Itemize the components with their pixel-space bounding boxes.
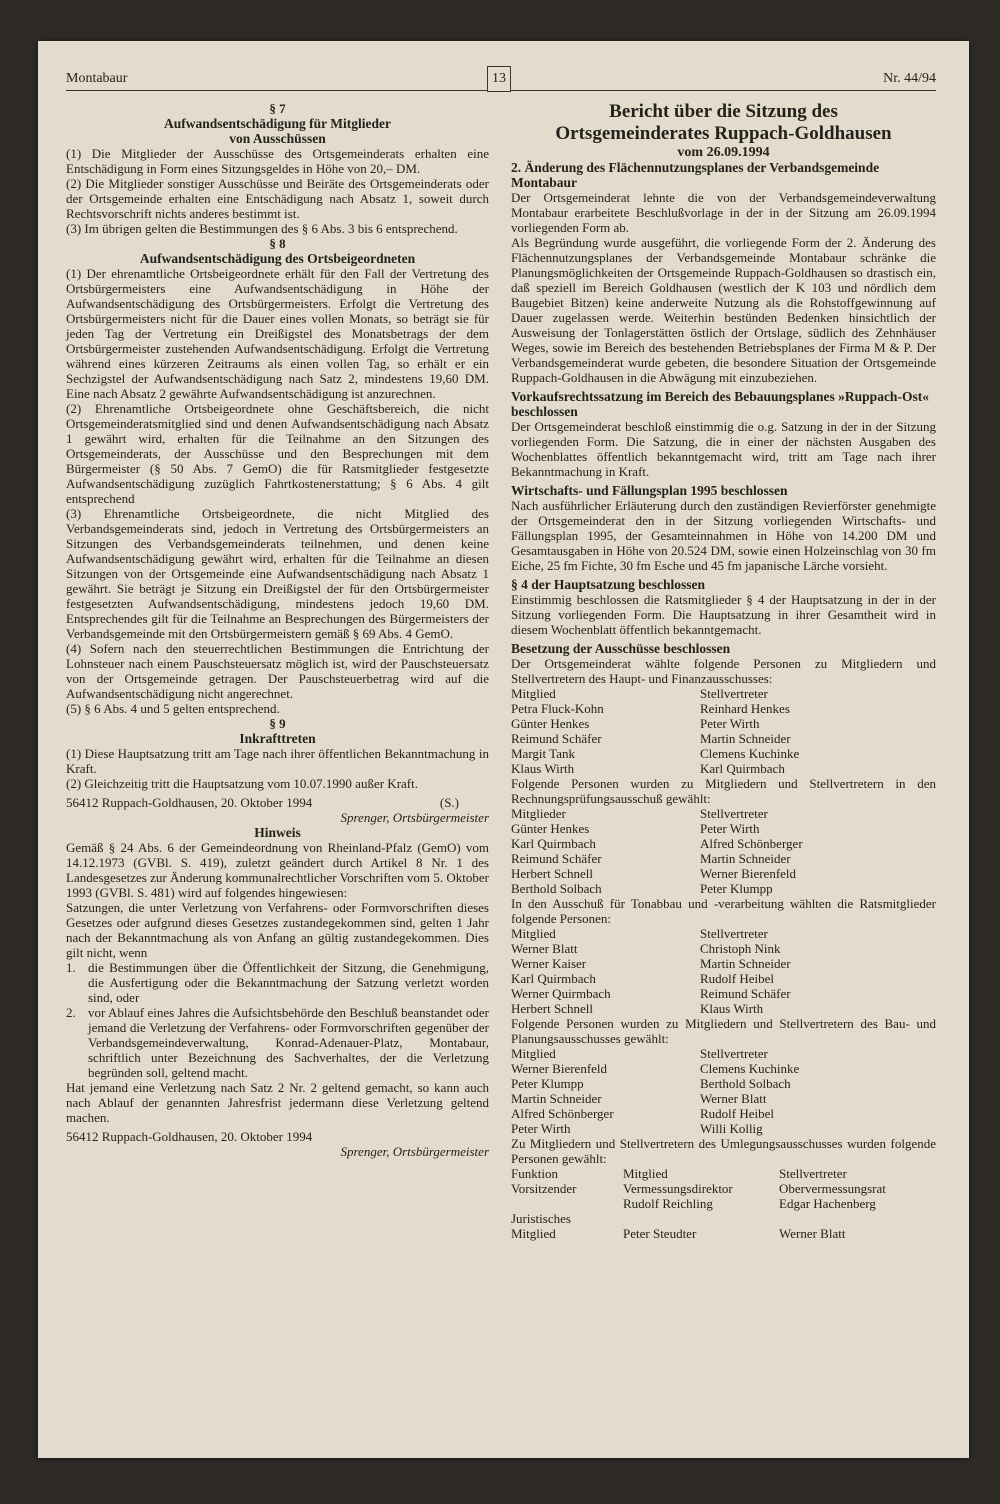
table-header-cell: Stellvertreter xyxy=(779,1166,847,1181)
table-cell: Peter Wirth xyxy=(700,821,760,836)
table-cell: Peter Wirth xyxy=(511,1121,571,1136)
paragraph: Satzungen, die unter Verletzung von Verfahrens- oder Formvorschriften dieses Gesetzes oder aufgrund dieses Gesetzes zustandegekommen sind, gelten 1 Jahr nach der Bekanntmachung als von Anfang an gültig zustandegekommen. Dies gilt nicht, wenn xyxy=(66,900,489,960)
paragraph: Folgende Personen wurden zu Mitgliedern und Stellvertretern in den Rechnungsprüfungsausschuß gewählt: xyxy=(511,776,936,806)
table-cell: Herbert Schnell xyxy=(511,1001,593,1016)
paragraph: Der Ortsgemeinderat beschloß einstimmig die o.g. Satzung in der in der Sitzung vorliegenden Form. Die Satzung, die in einer der nächsten Ausgaben des Wochenblattes öffentlich bekanntgemacht wird, tritt am Tage nach ihrer Bekanntmachung in Kraft. xyxy=(511,419,936,479)
signature-name: Sprenger, Ortsbürgermeister xyxy=(340,1144,489,1159)
table-header-cell: Stellvertreter xyxy=(700,926,768,941)
table-cell: Peter Klumpp xyxy=(700,881,773,896)
table-cell: Karl Quirmbach xyxy=(700,761,785,776)
table-cell: Werner Blatt xyxy=(700,1091,767,1106)
committee-table-5 xyxy=(511,1166,936,1241)
hinweis-title: Hinweis xyxy=(254,825,301,840)
table-header-cell: Stellvertreter xyxy=(700,686,768,701)
list-number: 1. xyxy=(66,960,76,975)
table-cell: Klaus Wirth xyxy=(700,1001,764,1016)
section-heading: Besetzung der Ausschüsse beschlossen xyxy=(511,641,731,656)
table-cell xyxy=(623,1211,779,1226)
table-cell: Peter Wirth xyxy=(700,716,760,731)
paragraph: Als Begründung wurde ausgeführt, die vorliegende Form der 2. Änderung des Flächennutzungsplanes der Verbandsgemeinde Montabaur schränke die Planungsmöglichkeiten der Ortsgemeinde Ruppach-Goldhausen so drastisch ein, daß speziell im Bereich Goldhausen (westlich der K 103 und nördlich dem Baugebiet Bitzen) keine anderweite Nutzung als die Rohstoffgewinnung auf Dauer zugelassen werde. Weiterhin bestünden Bedenken hinsichtlich der Ausweisung der Tonlagerstätten östlich der Ortslage, südlich des Zehnhäuser Weges, sowie im Bereich des bestehenden Betriebsplanes der Firma M & P. Der Verbandsgemeinderat wurde gebeten, die besondere Situation der Ortsgemeinde Ruppach-Goldhausen in die Abwägung mit einzubeziehen. xyxy=(511,235,936,385)
left-column xyxy=(66,101,489,1159)
header-town: Montabaur xyxy=(66,71,128,86)
table-cell: Rudolf Heibel xyxy=(700,1106,775,1121)
table-cell: Martin Schneider xyxy=(700,956,791,971)
right-column xyxy=(511,101,936,1241)
section-8-title: Aufwandsentschädigung des Ortsbeigeordneten xyxy=(139,251,416,266)
table-cell: Reimund Schäfer xyxy=(511,731,602,746)
paragraph: (2) Ehrenamtliche Ortsbeigeordnete ohne Geschäftsbereich, die nicht Ortsgemeinderatsmitglied sind und denen Aufwandsentschädigung nach Absatz 1 gewährt wird, erhalten für die Teilnahme an den Sitzungen des Ortsgemeinderats, der Ausschüsse und den Besprechungen mit dem Bürgermeister (§ 50 Abs. 7 GemO) die für Ratsmitglieder festgesetzte Aufwandsentschädigung zuzüglich Fahrtkostenerstattung; § 6 Abs. 4 gilt entsprechend xyxy=(66,401,489,506)
paragraph: (2) Gleichzeitig tritt die Hauptsatzung vom 10.07.1990 außer Kraft. xyxy=(66,776,418,791)
header-rule-right xyxy=(511,90,936,91)
table-cell: Martin Schneider xyxy=(700,851,791,866)
table-cell: Margit Tank xyxy=(511,746,575,761)
table-cell: Vermessungsdirektor xyxy=(623,1181,733,1196)
table-cell: Mitglied xyxy=(511,1226,556,1241)
table-cell: Clemens Kuchinke xyxy=(700,746,800,761)
table-header-cell: Mitglied xyxy=(511,1046,556,1061)
committee-table-3 xyxy=(511,926,936,1016)
list-number: 2. xyxy=(66,1005,76,1020)
header-issue: Nr. 44/94 xyxy=(883,71,936,86)
section-heading: Wirtschafts- und Fällungsplan 1995 beschlossen xyxy=(511,483,788,498)
table-cell: Werner Kaiser xyxy=(511,956,587,971)
table-cell: Rudolf Reichling xyxy=(623,1196,713,1211)
committee-table-4 xyxy=(511,1046,936,1136)
section-heading: § 4 der Hauptsatzung beschlossen xyxy=(511,577,706,592)
table-cell xyxy=(511,1196,623,1211)
table-cell: Werner Bierenfeld xyxy=(511,1061,608,1076)
table-header-cell: Funktion xyxy=(511,1166,558,1181)
table-cell xyxy=(779,1211,936,1226)
table-cell: Rudolf Heibel xyxy=(700,971,775,986)
list-text: die Bestimmungen über die Öffentlichkeit der Sitzung, die Genehmigung, die Ausfertigung oder die Bekanntmachung der Satzung verletzt worden sind, oder xyxy=(88,960,489,1005)
signature-name: Sprenger, Ortsbürgermeister xyxy=(340,810,489,825)
table-header-cell: Mitglieder xyxy=(511,806,566,821)
report-date: vom 26.09.1994 xyxy=(677,145,770,160)
list-item xyxy=(66,960,489,1005)
table-cell: Obervermessungsrat xyxy=(779,1181,886,1196)
table-cell: Reinhard Henkes xyxy=(700,701,790,716)
table-cell: Herbert Schnell xyxy=(511,866,593,881)
section-8-number: § 8 xyxy=(269,236,286,251)
paragraph: Folgende Personen wurden zu Mitgliedern und Stellvertretern des Bau- und Planungsausschusses gewählt: xyxy=(511,1016,936,1046)
report-title-2: Ortsgemeinderates Ruppach-Goldhausen xyxy=(555,123,892,144)
table-cell: Günter Henkes xyxy=(511,716,590,731)
table-cell: Berthold Solbach xyxy=(700,1076,791,1091)
table-cell: Karl Quirmbach xyxy=(511,971,596,986)
paragraph: Der Ortsgemeinderat wählte folgende Personen zu Mitgliedern und Stellvertretern des Haupt- und Finanzausschusses: xyxy=(511,656,936,686)
table-cell: Willi Kollig xyxy=(700,1121,763,1136)
section-9-number: § 9 xyxy=(269,716,286,731)
section-7-number: § 7 xyxy=(269,101,286,116)
paragraph: (2) Die Mitglieder sonstiger Ausschüsse und Beiräte des Ortsgemeinderats oder der Ortsgemeinde erhalten eine Entschädigung nach Absatz 1, soweit durch Rechtsvorschrift nichts anderes bestimmt ist. xyxy=(66,176,489,221)
committee-table-2 xyxy=(511,806,936,896)
table-cell: Peter Klumpp xyxy=(511,1076,584,1091)
table-header-cell: Mitglied xyxy=(511,926,556,941)
table-header-cell: Stellvertreter xyxy=(700,1046,768,1061)
paragraph: (5) § 6 Abs. 4 und 5 gelten entsprechend. xyxy=(66,701,280,716)
paragraph: Einstimmig beschlossen die Ratsmitglieder § 4 der Hauptsatzung in der in der Sitzung vorliegenden Form. Die Hauptsatzung in ihrer Gesamtheit wird in diesem Wochenblatt öffentlich bekanntgemacht. xyxy=(511,592,936,637)
table-cell: Martin Schneider xyxy=(511,1091,602,1106)
table-cell: Karl Quirmbach xyxy=(511,836,596,851)
committee-table-1 xyxy=(511,686,936,776)
paragraph: (3) Im übrigen gelten die Bestimmungen des § 6 Abs. 3 bis 6 entsprechend. xyxy=(66,221,458,236)
list-text: vor Ablauf eines Jahres die Aufsichtsbehörde den Beschluß beanstandet oder jemand die Verletzung der Verfahrens- oder Formvorschriften gegenüber der Verbandsgemeindeverwaltung, Konrad-Adenauer-Platz, Montabaur, schriftlich unter Bezeichnung des Sachverhaltes, der die Verletzung begründen soll, geltend macht. xyxy=(88,1005,489,1080)
paragraph: (1) Die Mitglieder der Ausschüsse des Ortsgemeinderats erhalten eine Entschädigung in Form eines Sitzungsgeldes in Höhe von 20,– DM. xyxy=(66,146,489,176)
paragraph: Nach ausführlicher Erläuterung durch den zuständigen Revierförster genehmigte der Ortsgemeinderat den in der Sitzung vorliegenden Wirtschafts- und Fällungsplan 1995, der Gesamteinnahmen in Höhe von 14.200 DM und Gesamtausgaben in Höhe von 20.524 DM, sowie einen Holzeinschlag von 30 fm Eiche, 25 fm Fichte, 30 fm Esche und 45 fm japanische Lärche vorsieht. xyxy=(511,498,936,573)
section-9-title: Inkrafttreten xyxy=(239,731,316,746)
list-item xyxy=(66,1005,489,1080)
table-cell: Reimund Schäfer xyxy=(700,986,791,1001)
table-cell: Alfred Schönberger xyxy=(511,1106,614,1121)
paragraph: (1) Diese Hauptsatzung tritt am Tage nach ihrer öffentlichen Bekanntmachung in Kraft. xyxy=(66,746,489,776)
page-number: 13 xyxy=(487,66,511,92)
table-cell: Juristisches xyxy=(511,1211,571,1226)
table-cell: Werner Bierenfeld xyxy=(700,866,797,881)
section-heading: Vorkaufsrechtssatzung im Bereich des Bebauungsplanes »Ruppach-Ost« beschlossen xyxy=(511,389,929,419)
signature-place-date xyxy=(66,795,489,810)
table-cell: Klaus Wirth xyxy=(511,761,575,776)
paragraph: Der Ortsgemeinderat lehnte die von der Verbandsgemeindeverwaltung Montabaur erarbeitete Beschlußvorlage in der in der Sitzung am 26.09.1994 vorliegenden Form ab. xyxy=(511,190,936,235)
section-heading: 2. Änderung des Flächennutzungsplanes der Verbandsgemeinde Montabaur xyxy=(511,160,880,190)
table-cell: Alfred Schönberger xyxy=(700,836,803,851)
paragraph: Zu Mitgliedern und Stellvertretern des Umlegungsausschusses wurden folgende Personen gewählt: xyxy=(511,1136,936,1166)
paragraph: (4) Sofern nach den steuerrechtlichen Bestimmungen die Entrichtung der Lohnsteuer nach einem Pauschsteuersatz möglich ist, wird der Pauschsteuersatz von der Ortsgemeinde getragen. Der Pauschsteuerbetrag wird auf die Aufwandsentschädigung nicht angerechnet. xyxy=(66,641,489,701)
table-cell: Petra Fluck-Kohn xyxy=(511,701,604,716)
paragraph: (1) Der ehrenamtliche Ortsbeigeordnete erhält für den Fall der Vertretung des Ortsbürgermeisters eine Aufwandsentschädigung in Höhe der Aufwandsentschädigung des Ortsbürgermeisters. Erfolgt die Vertretung des Ortsbürgermeisters nicht für die Dauer eines vollen Monats, so beträgt sie für jeden Tag der Vertretung ein Dreißigstel des Monatsbetrags der dem Ortsbürgermeister zustehenden Aufwandsentschädigung. Erfolgt die Vertretung während eines kürzeren Zeitraums als einen vollen Tag, so erhält er ein Sechzigstel der Aufwandsentschädigung nach Satz 2, mindestens 19,60 DM. Eine nach Absatz 2 gewährte Aufwandsentschädigung ist anzurechnen. xyxy=(66,266,489,401)
table-cell: Edgar Hachenberg xyxy=(779,1196,876,1211)
place-date: 56412 Ruppach-Goldhausen, 20. Oktober 1994 xyxy=(66,795,313,810)
table-cell: Berthold Solbach xyxy=(511,881,602,896)
table-cell: Günter Henkes xyxy=(511,821,590,836)
table-header-cell: Mitglied xyxy=(511,686,556,701)
table-cell: Reimund Schäfer xyxy=(511,851,602,866)
table-cell: Christoph Nink xyxy=(700,941,781,956)
table-header-cell: Stellvertreter xyxy=(700,806,768,821)
table-header-cell: Mitglied xyxy=(623,1166,668,1181)
section-7-title-2: von Ausschüssen xyxy=(229,131,326,146)
signature-place-date: 56412 Ruppach-Goldhausen, 20. Oktober 1994 xyxy=(66,1129,313,1144)
table-cell: Werner Blatt xyxy=(779,1226,846,1241)
table-cell: Peter Steudter xyxy=(623,1226,697,1241)
report-title: Bericht über die Sitzung des xyxy=(609,101,838,122)
paragraph: In den Ausschuß für Tonabbau und -verarbeitung wählten die Ratsmitglieder folgende Personen: xyxy=(511,896,936,926)
seal-mark: (S.) xyxy=(439,795,459,810)
header-rule-left xyxy=(66,90,487,91)
table-cell: Werner Blatt xyxy=(511,941,578,956)
section-7-title: Aufwandsentschädigung für Mitglieder xyxy=(163,116,392,131)
paragraph: Gemäß § 24 Abs. 6 der Gemeindeordnung von Rheinland-Pfalz (GemO) vom 14.12.1973 (GVBl. S. 419), zuletzt geändert durch Artikel 8 Nr. 1 des Landesgesetzes zur Änderung kommunalrechtlicher Vorschriften vom 5. Oktober 1993 (GVBl. S. 481) wird auf folgendes hingewiesen: xyxy=(66,840,489,900)
paragraph: Hat jemand eine Verletzung nach Satz 2 Nr. 2 geltend gemacht, so kann auch nach Ablauf der genannten Jahresfrist jedermann diese Verletzung geltend machen. xyxy=(66,1080,489,1125)
table-cell: Clemens Kuchinke xyxy=(700,1061,800,1076)
table-cell: Vorsitzender xyxy=(511,1181,577,1196)
paragraph: (3) Ehrenamtliche Ortsbeigeordnete, die nicht Mitglied des Verbandsgemeinderats sind, jedoch in Vertretung des Ortsbürgermeisters an Sitzungen des Verbandsgemeinderats teilnehmen, und denen keine Aufwandsentschädigung gewährt wird, erhalten für die Teilnahme an diesen Sitzungen von der Ortsgemeinde eine Aufwandsentschädigung nach Absatz 1 gewährt. Sie beträgt je Sitzung ein Dreißigstel der für den Ortsbürgermeister festgesetzten Aufwandsentschädigung, mindestens jedoch 19,60 DM. Entsprechendes gilt für die Teilnahme an Besprechungen des Bürgermeisters der Verbandsgemeinde mit den Ortsbürgermeistern gemäß § 69 Abs. 4 GemO. xyxy=(66,506,489,641)
table-cell: Martin Schneider xyxy=(700,731,791,746)
table-cell: Werner Quirmbach xyxy=(511,986,611,1001)
